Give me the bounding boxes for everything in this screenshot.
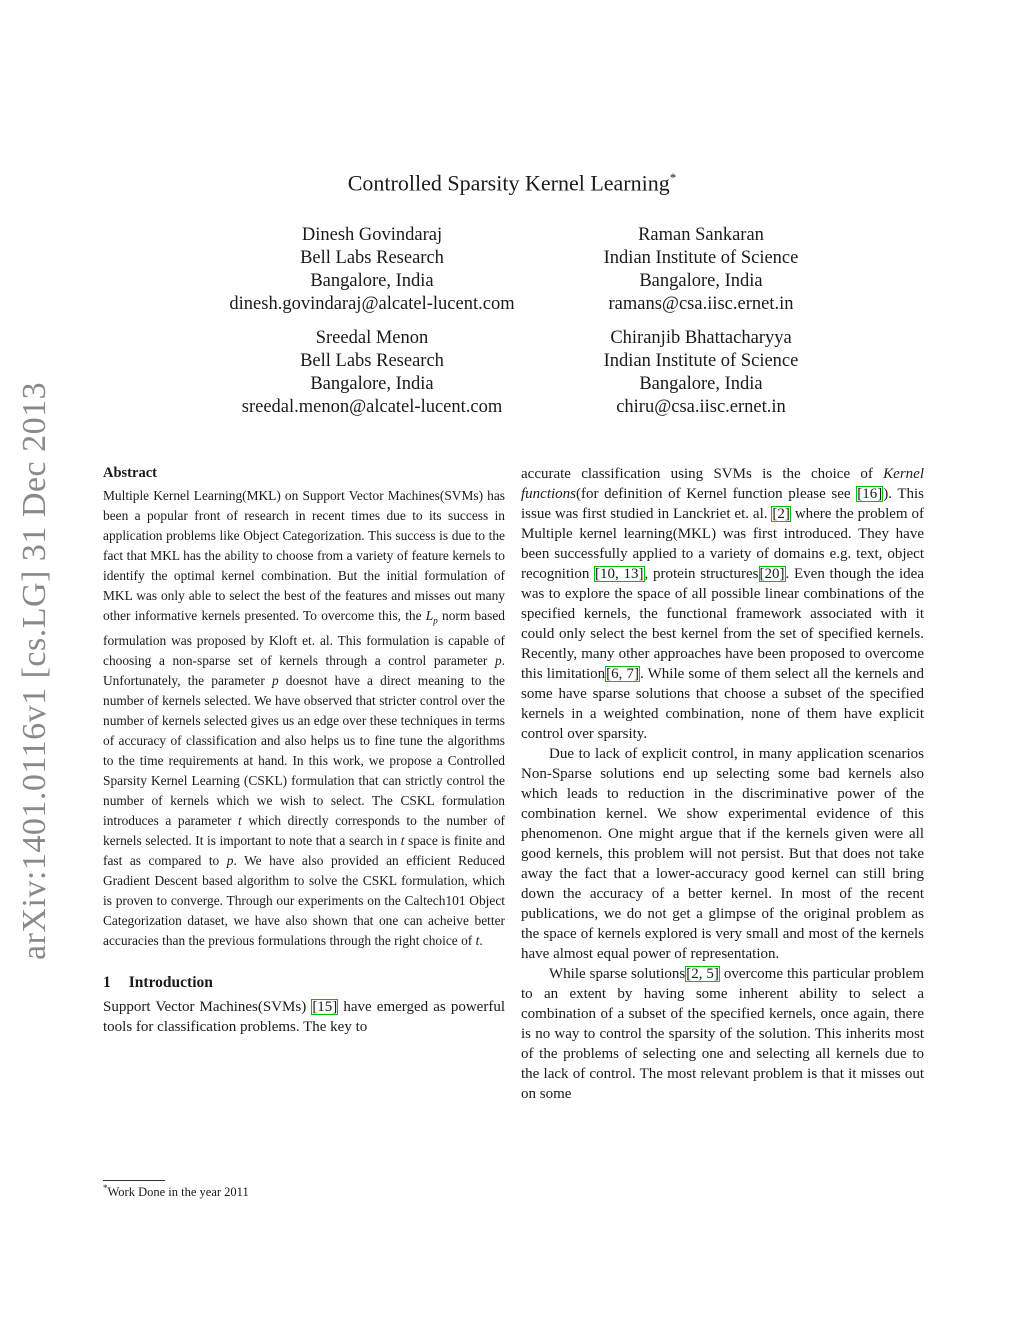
author-block-2 <box>576 224 826 316</box>
footnote <box>103 1183 249 1200</box>
abstract-body: Multiple Kernel Learning(MKL) on Support Vector Machines(SVMs) has been a popular front of research in recent times due to its success in application problems like Object Categorization. This success is due to the fact that MKL has the ability to choose from a variety of feature kernels to identify the optimal kernel combination. But the initial formulation of MKL was only able to select the best of the features and misses out many other informative kernels presented. To overcome this, the $L_p$ norm based formulation was proposed by Kloft et. al. This formulation is capable of choosing a non-sparse set of kernels through a control parameter p. Unfortunately, the parameter p doesnot have a direct meaning to the number of kernels selected. We have observed that stricter control over the number of kernels selected gives us an edge over these techniques in terms of accuracy of classification and also helps us to fine tune the algorithms to the time requirements at hand. In this work, we propose a Controlled Sparsity Kernel Learning (CSKL) formulation that can strictly control the number of kernels which we wish to select. The CSKL formulation introduces a parameter t which directly corresponds to the number of kernels selected. It is important to note that a search in t space is finite and fast as compared to p. We have also provided an efficient Reduced Gradient Descent based algorithm to solve the CSKL formulation, which is proven to converge. Through our experiments on the Caltech101 Object Categorization dataset, we have also shown that one can acheive better accuracies than the previous formulations through the right choice of t. <box>103 488 506 948</box>
paper-title <box>0 170 1024 196</box>
citation-link[interactable]: [20] <box>759 566 785 582</box>
author-affiliation: Indian Institute of Science <box>603 351 799 371</box>
author-name: Chiranjib Bhattacharyya <box>610 328 792 348</box>
section-title: Introduction <box>128 973 213 991</box>
author-block-1 <box>212 224 532 316</box>
section-heading-introduction <box>103 973 505 993</box>
citation-link[interactable]: [16] <box>857 486 883 502</box>
citation-link[interactable]: [15] <box>312 998 338 1015</box>
author-name: Dinesh Govindaraj <box>301 225 443 245</box>
footnote-rule <box>103 1180 165 1181</box>
citation-link[interactable]: [2, 5] <box>686 966 719 982</box>
left-column <box>103 463 505 1037</box>
author-name: Raman Sankaran <box>638 225 764 245</box>
author-block-4 <box>566 327 836 419</box>
citation-link[interactable]: [2] <box>772 506 790 522</box>
author-name: Sreedal Menon <box>315 328 429 348</box>
body-paragraph: Due to lack of explicit control, in many application scenarios Non-Sparse solutions end up selecting some bad kernels also which leads to reduction in the discriminative power of the combination kernel. We show experimental evidence of this phenomenon. One might argue that if the kernels given were all good kernels, this problem will not persist. But that does not take away the fact that a lower-accuracy good kernel can still bring down the accuracy of a better kernel. In most of the recent publications, we do not get a glimpse of the original problem as the space of kernels explored is very small and most of the kernels have almost equal power of representation. <box>521 746 924 962</box>
author-email[interactable]: chiru@csa.iisc.ernet.in <box>616 397 786 417</box>
author-location: Bangalore, India <box>310 374 434 394</box>
citation-link[interactable]: [6, 7] <box>606 666 640 682</box>
right-column <box>521 464 924 1104</box>
author-location: Bangalore, India <box>310 271 434 291</box>
author-block-3 <box>212 327 532 419</box>
author-location: Bangalore, India <box>639 374 763 394</box>
paper-title-text: Controlled Sparsity Kernel Learning <box>347 170 670 196</box>
body-paragraph: While sparse solutions[2, 5] overcome this particular problem to an extent by having some inherent ability to select a combination of a subset of the specified kernels, once again, there is no way to control the sparsity of the solution. This inherits most of the problems of selecting one and selecting all kernels due to the lack of control. The most relevant problem is that it misses out on some <box>521 966 924 1102</box>
author-email[interactable]: sreedal.menon@alcatel-lucent.com <box>241 397 503 417</box>
section-number: 1 <box>103 973 111 991</box>
author-location: Bangalore, India <box>639 271 763 291</box>
author-affiliation: Bell Labs Research <box>300 248 444 268</box>
author-email[interactable]: ramans@csa.iisc.ernet.in <box>608 294 794 314</box>
citation-link[interactable]: [10, 13] <box>595 566 644 582</box>
footnote-mark: * <box>103 1183 108 1193</box>
author-email[interactable]: dinesh.govindaraj@alcatel-lucent.com <box>229 294 515 314</box>
abstract-heading: Abstract <box>103 465 157 481</box>
footnote-text: Work Done in the year 2011 <box>107 1185 249 1200</box>
arxiv-identifier-stamp: arXiv:1401.0116v1 [cs.LG] 31 Dec 2013 <box>16 381 53 960</box>
introduction-paragraph: Support Vector Machines(SVMs) [15] have emerged as powerful tools for classification problems. The key to <box>103 998 505 1035</box>
title-footnote-mark: * <box>669 170 677 185</box>
author-affiliation: Indian Institute of Science <box>603 248 799 268</box>
body-paragraph: accurate classification using SVMs is the choice of Kernel functions(for definition of Kernel function please see [16]). This issue was first studied in Lanckriet et. al. [2] where the problem of Multiple kernel learning(MKL) was first introduced. They have been successfully applied to a variety of domains e.g. text, object recognition [10, 13], protein structures[20]. Even though the idea was to explore the space of all possible linear combinations of the specified kernels, the functional framework associated with it could only select the best kernel from the set of specified kernels. Recently, many other approaches have been proposed to overcome this limitation[6, 7]. While some of them select all the kernels and some have sparse solutions that choose a subset of the specified kernels in a weighted combination, none of them have explicit control over sparsity. <box>521 466 925 742</box>
lp-norm-symbol: $L_p$ <box>425 608 438 626</box>
author-affiliation: Bell Labs Research <box>300 351 444 371</box>
